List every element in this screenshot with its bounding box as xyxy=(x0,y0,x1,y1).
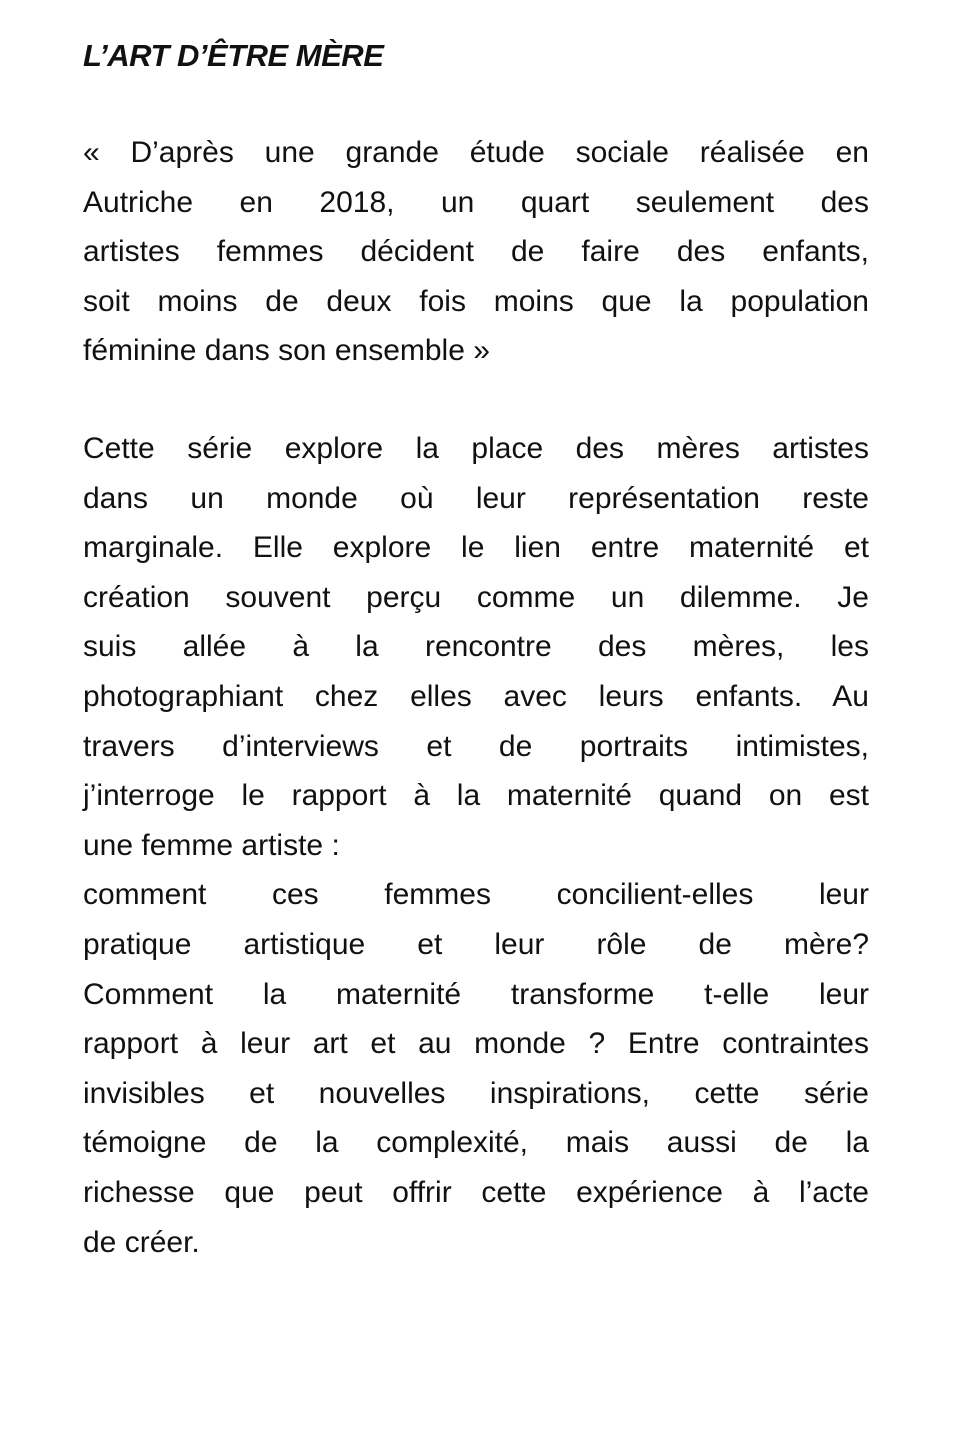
text-line: « D’après une grande étude sociale réalisée en xyxy=(83,136,869,169)
text-line: marginale. Elle explore le lien entre maternité et xyxy=(83,531,869,565)
quote-paragraph xyxy=(83,128,869,376)
page-title: L’ART D’ÊTRE MÈRE xyxy=(83,38,384,73)
text-line: Autriche en 2018, un quart seulement des xyxy=(83,185,869,219)
text-line: témoigne de la complexité, mais aussi de la xyxy=(83,1126,869,1160)
text-line: dans un monde où leur représentation reste xyxy=(83,481,869,515)
text-line: travers d’interviews et de portraits intimistes, xyxy=(83,729,869,763)
text-line: photographiant chez elles avec leurs enfants. Au xyxy=(83,679,869,713)
text-line: soit moins de deux fois moins que la population xyxy=(83,284,869,318)
text-line: de créer. xyxy=(83,1225,200,1259)
text-line: Cette série explore la place des mères artistes xyxy=(83,432,869,465)
text-line: artistes femmes décident de faire des enfants, xyxy=(83,235,869,269)
text-line: Comment la maternité transforme t-elle leur xyxy=(83,977,869,1011)
text-line: rapport à leur art et au monde ? Entre contraintes xyxy=(83,1027,869,1061)
text-line: féminine dans son ensemble » xyxy=(83,334,490,368)
description-paragraph xyxy=(83,424,869,1267)
text-line: suis allée à la rencontre des mères, les xyxy=(83,630,869,664)
text-line: création souvent perçu comme un dilemme. Je xyxy=(83,580,869,614)
text-line: comment ces femmes concilient-elles leur xyxy=(83,878,869,912)
text-line: invisibles et nouvelles inspirations, cette série xyxy=(83,1076,869,1110)
text-line: pratique artistique et leur rôle de mère? xyxy=(83,927,869,961)
text-line: une femme artiste : xyxy=(83,828,340,862)
text-line: richesse que peut offrir cette expérience à l’acte xyxy=(83,1175,869,1209)
text-line: j’interroge le rapport à la maternité quand on est xyxy=(83,779,869,813)
